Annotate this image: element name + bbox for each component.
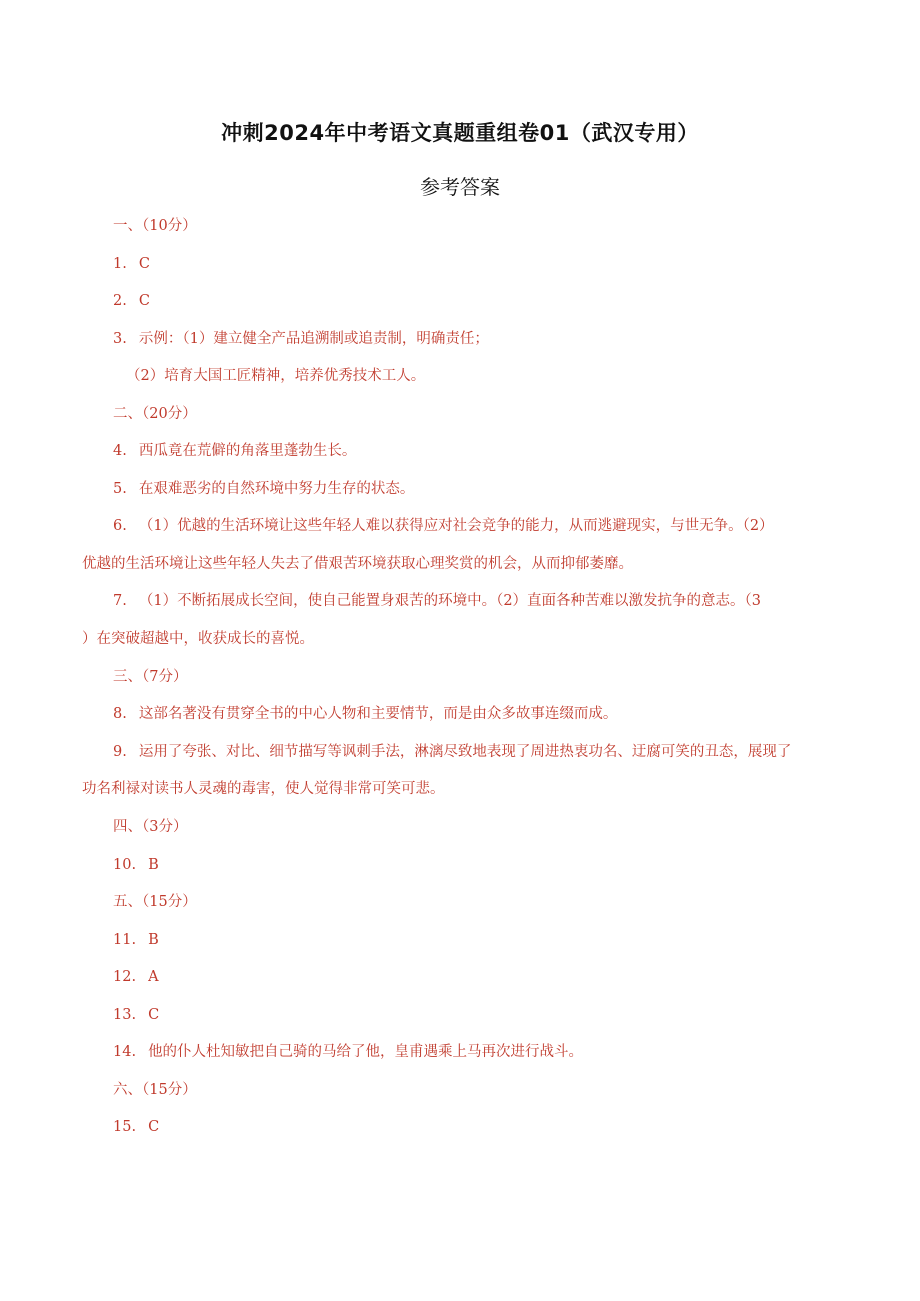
answer-15 — [113, 1117, 159, 1137]
answer-number: 9. — [113, 744, 127, 760]
answer-number: 10. — [113, 857, 137, 873]
section-heading-5: 五、（15分） — [113, 894, 197, 910]
answer-number: 8. — [113, 706, 127, 722]
answer-text: C — [148, 1007, 160, 1023]
answer-number: 2. — [113, 293, 127, 309]
answer-text: C — [138, 293, 150, 309]
answer-8 — [113, 704, 617, 724]
answer-7 — [113, 591, 761, 611]
answer-9 — [113, 742, 791, 762]
answer-9-continued: 功名利禄对读书人灵魂的毒害，使人觉得非常可笑可悲。 — [82, 781, 445, 797]
answer-6 — [113, 516, 774, 536]
section-heading-3: 三、（7分） — [113, 669, 188, 685]
answer-text: （1）优越的生活环境让这些年轻人难以获得应对社会竞争的能力，从而逃避现实，与世无争。（2） — [138, 518, 774, 534]
section-heading-2: 二、（20分） — [113, 406, 197, 422]
answer-text: 运用了夸张、对比、细节描写等讽刺手法，淋漓尽致地表现了周进热衷功名、迂腐可笑的丑态，展现了 — [138, 744, 792, 760]
answer-12 — [113, 967, 159, 987]
page-subtitle: 参考答案 — [420, 175, 500, 199]
answer-7-continued: ）在突破超越中，收获成长的喜悦。 — [82, 631, 314, 647]
answer-number: 11. — [113, 932, 137, 948]
answer-1 — [113, 254, 150, 274]
answer-number: 5. — [113, 481, 127, 497]
answer-number: 1. — [113, 256, 127, 272]
answer-2 — [113, 291, 150, 311]
answer-3-continued: （2）培育大国工匠精神，培养优秀技术工人。 — [126, 368, 426, 384]
answer-10 — [113, 855, 159, 875]
answer-number: 3. — [113, 331, 127, 347]
section-heading-6: 六、（15分） — [113, 1082, 197, 1098]
answer-text: B — [148, 857, 159, 873]
answer-3 — [113, 329, 489, 349]
answer-14 — [113, 1042, 583, 1062]
answer-text: （1）不断拓展成长空间，使自己能置身艰苦的环境中。（2）直面各种苦难以激发抗争的意志。（3 — [138, 593, 762, 609]
page-title: 冲刺2024年中考语文真题重组卷01（武汉专用） — [221, 121, 699, 145]
answer-11 — [113, 930, 159, 950]
answer-text: 他的仆人杜知敏把自己骑的马给了他，皇甫遇乘上马再次进行战斗。 — [148, 1044, 584, 1060]
answer-number: 14. — [113, 1044, 137, 1060]
answer-text: 在艰难恶劣的自然环境中努力生存的状态。 — [138, 481, 415, 497]
answer-text: C — [138, 256, 150, 272]
answer-number: 13. — [113, 1007, 137, 1023]
answer-6-continued: 优越的生活环境让这些年轻人失去了借艰苦环境获取心理奖赏的机会，从而抑郁萎靡。 — [82, 556, 633, 572]
section-heading-1: 一、（10分） — [113, 218, 197, 234]
answer-text: B — [148, 932, 159, 948]
answer-text: A — [148, 969, 159, 985]
answer-text: C — [148, 1119, 160, 1135]
answer-5 — [113, 479, 414, 499]
answer-text: 西瓜竟在荒僻的角落里蓬勃生长。 — [138, 443, 357, 459]
section-heading-4: 四、（3分） — [113, 819, 188, 835]
answer-number: 6. — [113, 518, 127, 534]
answer-number: 15. — [113, 1119, 137, 1135]
answer-text: 示例：（1）建立健全产品追溯制或追责制，明确责任； — [138, 331, 489, 347]
answer-number: 7. — [113, 593, 127, 609]
answer-4 — [113, 441, 356, 461]
answer-number: 12. — [113, 969, 137, 985]
answer-number: 4. — [113, 443, 127, 459]
answer-text: 这部名著没有贯穿全书的中心人物和主要情节，而是由众多故事连缀而成。 — [138, 706, 618, 722]
answer-13 — [113, 1005, 159, 1025]
